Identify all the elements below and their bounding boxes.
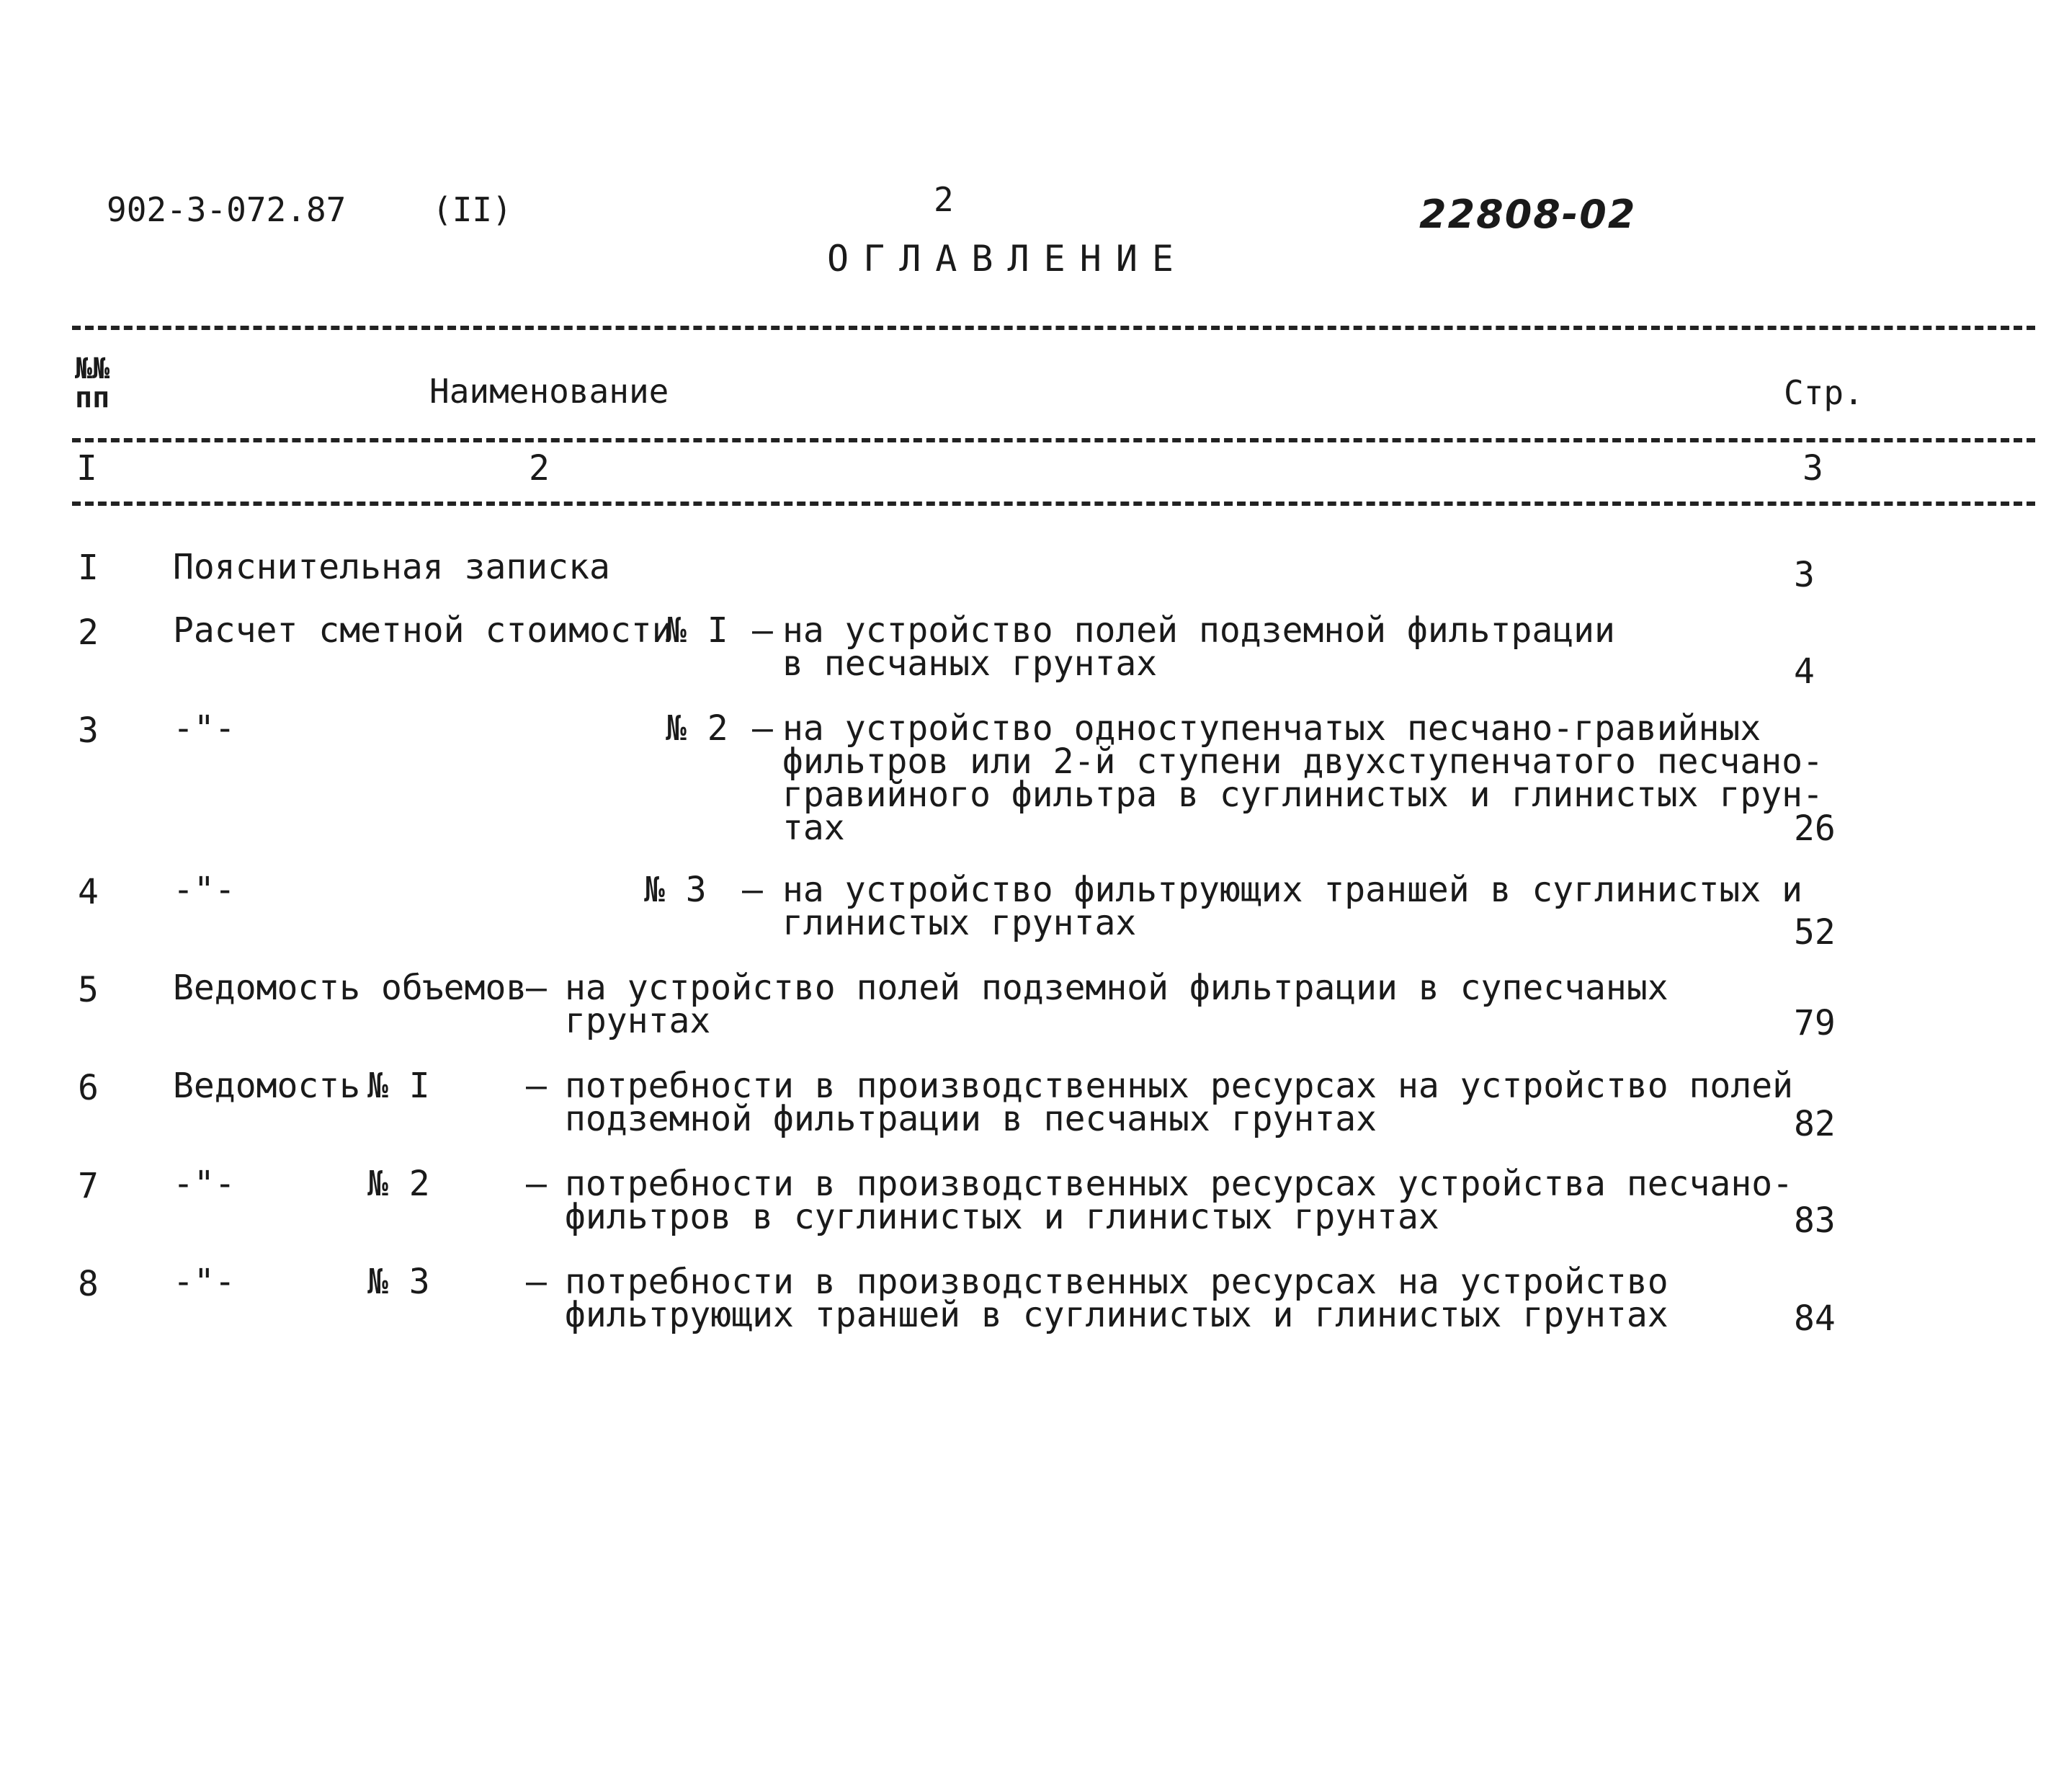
entry-reference: № I [666,610,728,651]
entry-page: 4 [1794,651,1815,692]
entry-page: 82 [1794,1104,1836,1144]
entry-description: на устройство полей подземной фильтрации в супесчаных грунтах [565,968,1668,1041]
entry-dash: – [526,1262,547,1302]
page-number: 2 [934,180,954,219]
entry-page: 83 [1794,1200,1836,1241]
entry-label: Расчет сметной стоимости [173,610,673,651]
entry-label: -"- [173,708,236,749]
entry-number: 6 [78,1068,99,1108]
entry-page: 84 [1794,1298,1836,1339]
entry-label: -"- [173,1262,236,1302]
entry-reference: № 3 [644,870,707,910]
entry-dash: – [752,708,773,749]
entry-number: 4 [78,872,99,912]
entry-description: потребности в производственных ресурсах устройства песчано- фильтров в суглинистых и глинистых грунтах [565,1164,1794,1237]
column-index-2: 2 [529,448,550,489]
entry-dash: – [752,610,773,651]
column-index-1: I [76,448,97,489]
entry-dash: – [526,968,547,1008]
entry-label: Пояснительная записка [173,547,610,587]
column-header-page: Стр. [1784,373,1864,412]
entry-page: 26 [1794,808,1836,849]
document-id: 22808-02 [1419,192,1637,237]
column-header-name: Наименование [429,372,669,411]
divider-index [72,502,2035,506]
entry-dash: – [526,1164,547,1204]
divider-top [72,326,2035,330]
entry-label: Ведомость объемов [173,968,527,1008]
entry-description: на устройство полей подземной фильтрации в песчаных грунтах [782,610,1615,684]
entry-label: -"- [173,1164,236,1204]
entry-dash: – [742,870,763,910]
entry-reference: № 2 [666,708,728,749]
document-code: 902-3-072.87 [107,190,347,229]
entry-reference: № I [367,1066,430,1106]
entry-description: потребности в производственных ресурсах на устройство полей подземной фильтрации в песчаных грунтах [565,1066,1794,1139]
entry-number: 2 [78,612,99,653]
entry-reference: № 2 [367,1164,430,1204]
column-index-3: 3 [1802,448,1823,489]
column-header-number: №№ пп [75,352,110,414]
entry-label: -"- [173,870,236,910]
entry-page: 79 [1794,1003,1836,1043]
page-title: ОГЛАВЛЕНИЕ [827,238,1189,280]
entry-page: 52 [1794,912,1836,953]
entry-number: 5 [78,970,99,1010]
divider-header [72,438,2035,442]
entry-number: I [78,548,99,588]
document-mark: (II) [432,190,512,229]
entry-description: на устройство одноступенчатых песчано-гравийных фильтров или 2-й ступени двухступенчатого песчано- гравийного фильтра в суглинистых и глинистых грун- тах [782,708,1823,848]
entry-label: Ведомость [173,1066,361,1106]
entry-number: 3 [78,710,99,751]
entry-dash: – [526,1066,547,1106]
entry-description: на устройство фильтрующих траншей в суглинистых и глинистых грунтах [782,870,1803,943]
entry-reference: № 3 [367,1262,430,1302]
entry-number: 8 [78,1264,99,1304]
entry-number: 7 [78,1166,99,1206]
entry-page: 3 [1794,555,1815,595]
entry-description: потребности в производственных ресурсах на устройство фильтрующих траншей в суглинистых и глинистых грунтах [565,1262,1668,1335]
